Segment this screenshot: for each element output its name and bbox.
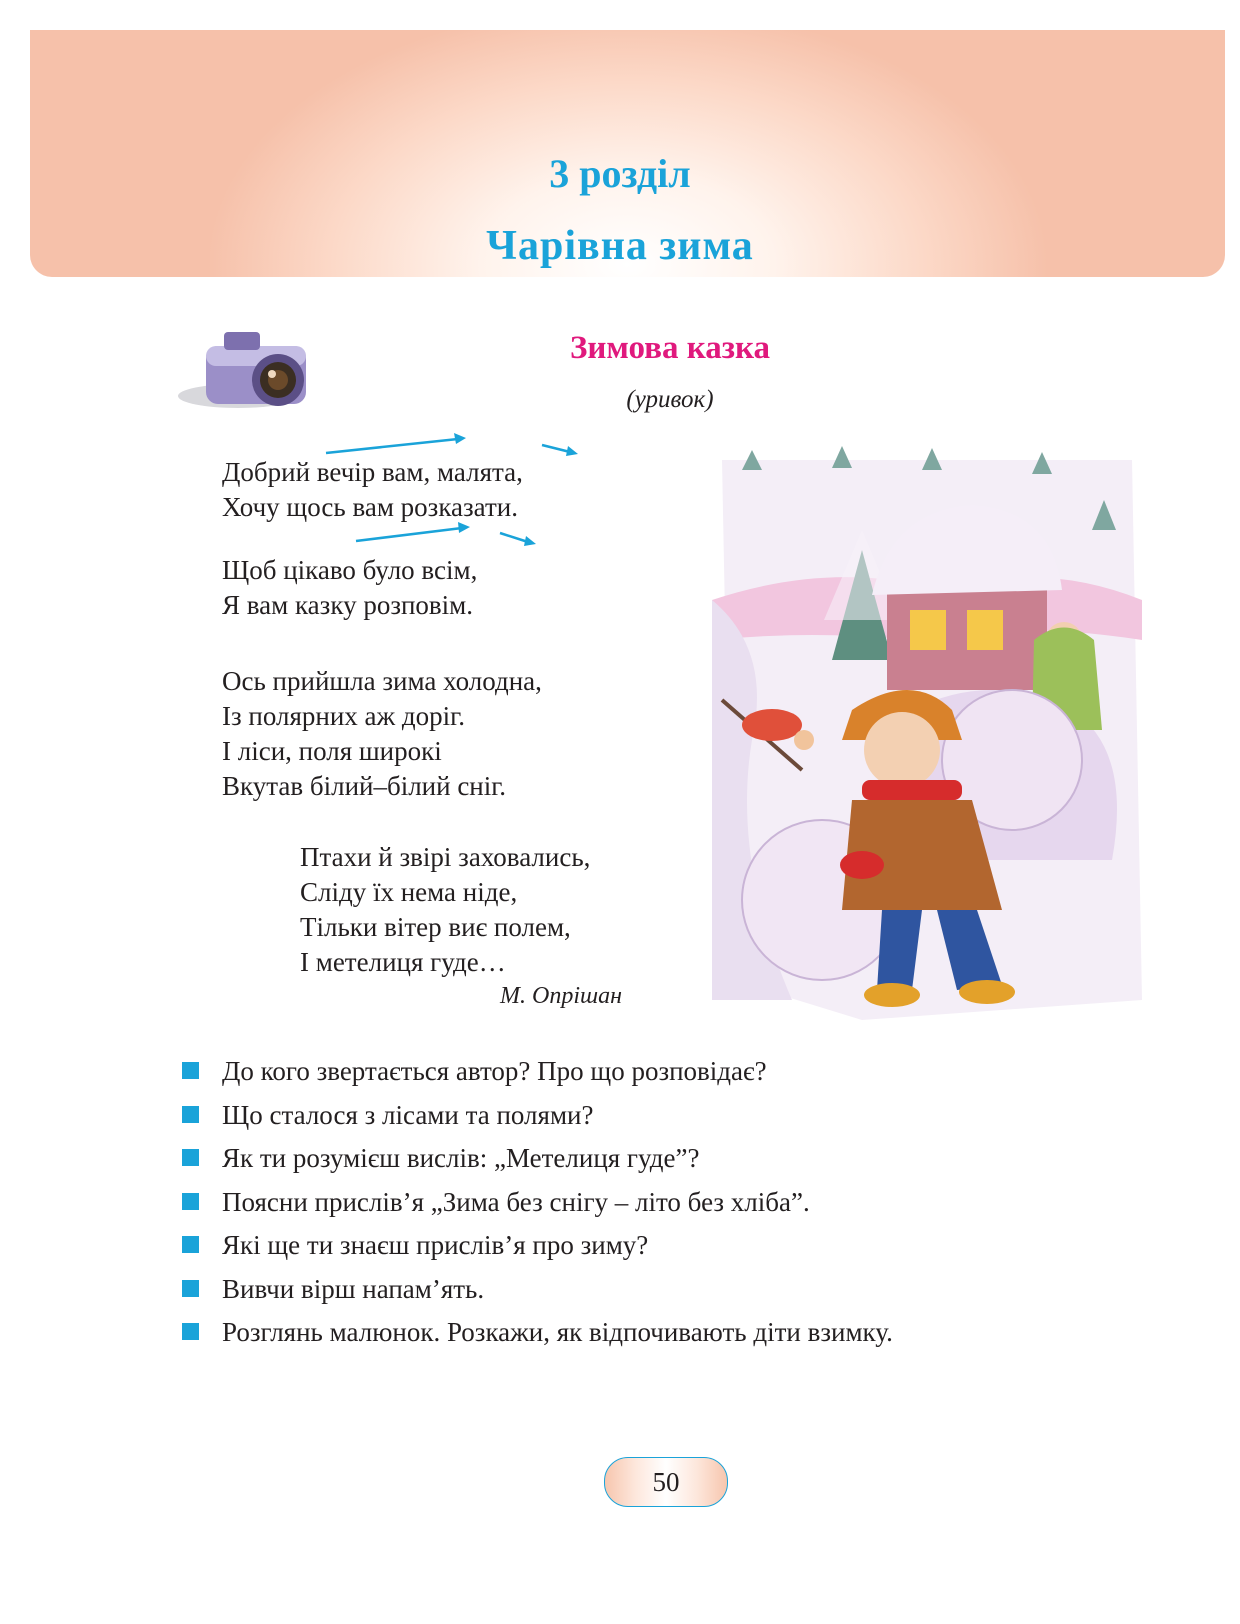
- question-text: Вивчи вірш напам’ять.: [222, 1273, 485, 1304]
- poem-subtitle: (уривок): [626, 386, 714, 413]
- square-bullet-icon: [182, 1106, 199, 1123]
- poem-stanza-4: [300, 840, 590, 980]
- poem-line: Добрий вечір вам, малята,: [222, 457, 523, 487]
- square-bullet-icon: [182, 1323, 199, 1340]
- section-title: Чарівна зима: [486, 223, 754, 269]
- poem-line: І ліси, поля широкі: [222, 736, 442, 766]
- poem-line: Птахи й звірі заховались,: [300, 842, 591, 872]
- poem-author: М. Опрішан: [500, 983, 623, 1009]
- square-bullet-icon: [182, 1062, 199, 1079]
- poem-stanza-3: [222, 664, 542, 804]
- poem-line: Вкутав білий–білий сніг.: [222, 771, 507, 801]
- section-number: 3 розділ: [549, 151, 691, 196]
- question-text: Які ще ти знаєш прислів’я про зиму?: [222, 1230, 649, 1260]
- square-bullet-icon: [182, 1236, 199, 1253]
- winter-illustration: [712, 440, 1152, 1030]
- poem-stanza-1: [222, 455, 523, 525]
- square-bullet-icon: [182, 1193, 199, 1210]
- poem-title: Зимова казка: [569, 330, 770, 366]
- square-bullet-icon: [182, 1280, 199, 1297]
- poem-stanza-2: [222, 553, 477, 623]
- question-text: Як ти розумієш вислів: „Метелиця гуде”?: [222, 1143, 700, 1173]
- square-bullet-icon: [182, 1149, 199, 1166]
- poem-line: Я вам казку розповім.: [222, 590, 474, 620]
- question-text: Поясни прислів’я „Зима без снігу – літо без хліба”.: [222, 1186, 810, 1217]
- poem-line: Ось прийшла зима холодна,: [222, 666, 542, 696]
- poem-line: Хочу щось вам розказати.: [222, 492, 518, 522]
- camera-icon: [178, 328, 318, 418]
- poem-line: Сліду їх нема ніде,: [300, 877, 518, 907]
- question-text: До кого звертається автор? Про що розповідає?: [222, 1056, 767, 1086]
- page-number: 50: [604, 1457, 728, 1507]
- poem-line: Тільки вітер виє полем,: [300, 912, 571, 942]
- poem-line: І метелиця гуде…: [300, 947, 506, 977]
- question-text: Розглянь малюнок. Розкажи, як відпочивають діти взимку.: [222, 1317, 893, 1347]
- question-text: Що сталося з лісами та полями?: [222, 1099, 594, 1130]
- poem-line: Щоб цікаво було всім,: [222, 555, 478, 585]
- poem-line: Із полярних аж доріг.: [222, 701, 465, 731]
